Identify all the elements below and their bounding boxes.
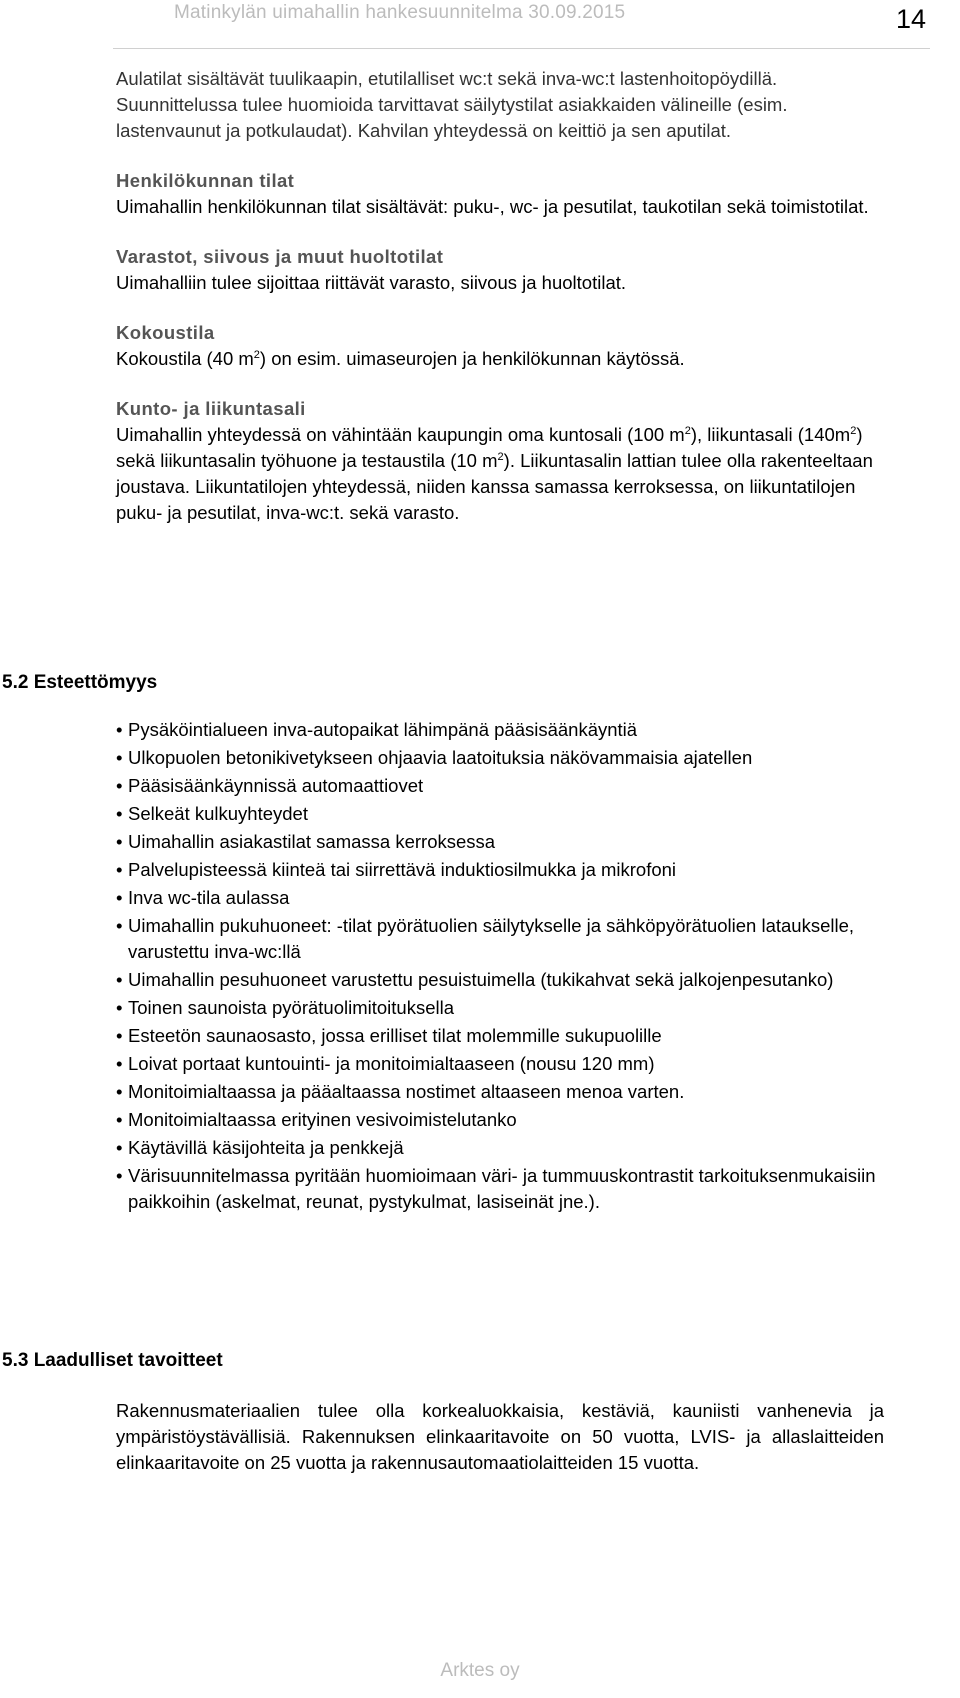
storage-heading: Varastot, siivous ja muut huoltotilat [116,246,444,267]
page-number: 14 [895,4,926,34]
quality-paragraph: Rakennusmateriaalien tulee olla korkealuokkaisia, kestäviä, kauniisti vanhenevia ja ympäristöystävällisiä. Rakennuksen elinkaaritavoite on 50 vuotta, LVIS- ja allaslaitteiden elinkaaritavoite on 25 vuotta ja rakennusautomaatiolaitteiden 15 vuotta. [116,1400,884,1473]
list-item [116,857,884,883]
meeting-heading: Kokoustila [116,322,215,343]
page-content [116,66,886,526]
bullet-icon: • [116,859,123,880]
list-item [116,913,884,965]
list-item [116,1023,884,1049]
list-item [116,1079,884,1105]
bullet-icon: • [116,1109,123,1130]
bullet-icon: • [116,997,123,1018]
list-item-text: Inva wc-tila aulassa [128,887,290,908]
header-rule [113,48,930,49]
list-item [116,885,884,911]
list-item-text: Käytävillä käsijohteita ja penkkejä [128,1137,404,1158]
list-item-text: Pääsisäänkäynnissä automaattiovet [128,775,424,796]
accessibility-list [116,717,884,1217]
list-item-text: Pysäköintialueen inva-autopaikat lähimpänä pääsisäänkäyntiä [128,719,638,740]
list-item-text: Toinen saunoista pyörätuolimitoituksella [128,997,454,1018]
bullet-icon: • [116,1165,123,1186]
staff-section [116,168,886,220]
list-item [116,1051,884,1077]
staff-heading: Henkilökunnan tilat [116,170,295,191]
fitness-text: Uimahallin yhteydessä on vähintään kaupungin oma kuntosali (100 $m^2$), liikuntasali $(140m^2)$ sekä liikuntasalin työhuone ja testaustila (10 $m^2$). Liikuntasalin lattian tulee olla rakenteeltaan joustava. Liikuntatilojen yhteydessä, niiden kanssa samassa kerroksessa, on liikuntatilojen puku- ja pesutilat, inva-wc:t. sekä varasto. [116,424,873,523]
bullet-icon: • [116,969,123,990]
list-item [116,995,884,1021]
bullet-icon: • [116,887,123,908]
storage-section [116,244,886,296]
list-item [116,1163,884,1215]
accessibility-heading: 5.2 Esteettömyys [2,672,158,693]
bullet-icon: • [116,1137,123,1158]
lobby-paragraph: Aulatilat sisältävät tuulikaapin, etutilalliset wc:t sekä inva-wc:t lastenhoitopöydillä. Suunnittelussa tulee huomioida tarvittavat säilytystilat asiakkaiden välineille (esim. lastenvaunut ja potkulaudat). Kahvilan yhteydessä on keittiö ja sen aputilat. [116,68,788,141]
staff-text: Uimahallin henkilökunnan tilat sisältävät: puku-, wc- ja pesutilat, taukotilan sekä toimistotilat. [116,196,869,217]
list-item [116,717,884,743]
meeting-text: Kokoustila (40 $m^2$) on esim. uimaseurojen ja henkilökunnan käytössä. [116,348,685,369]
fitness-section [116,396,886,526]
bullet-icon: • [116,915,123,936]
list-item [116,801,884,827]
list-item [116,773,884,799]
bullet-icon: • [116,719,123,740]
page-header-title: Matinkylän uimahallin hankesuunnitelma 30.09.2015 [174,2,626,23]
list-item-text: Monitoimialtaassa ja pääaltaassa nostimet altaaseen menoa varten. [128,1081,685,1102]
list-item-text: Loivat portaat kuntouinti- ja monitoimialtaaseen (nousu 120 mm) [128,1053,655,1074]
list-item [116,1107,884,1133]
list-item-text: Uimahallin asiakastilat samassa kerroksessa [128,831,496,852]
list-item-text: Värisuunnitelmassa pyritään huomioimaan väri- ja tummuuskontrastit tarkoituksenmukaisiin paikkoihin (askelmat, reunat, pystykulmat, lasiseinät jne.). [128,1165,876,1212]
bullet-icon: • [116,1053,123,1074]
list-item [116,1135,884,1161]
list-item-text: Uimahallin pukuhuoneet: -tilat pyörätuolien säilytykselle ja sähköpyörätuolien lataukselle, varustettu inva-wc:llä [128,915,855,962]
list-item-text: Uimahallin pesuhuoneet varustettu pesuistuimella (tukikahvat sekä jalkojenpesutanko) [128,969,834,990]
page-footer: Arktes oy [440,1660,520,1681]
list-item [116,829,884,855]
fitness-heading: Kunto- ja liikuntasali [116,398,306,419]
list-item [116,967,884,993]
list-item-text: Monitoimialtaassa erityinen vesivoimistelutanko [128,1109,517,1130]
bullet-icon: • [116,1081,123,1102]
meeting-section [116,320,886,372]
bullet-icon: • [116,775,123,796]
list-item-text: Ulkopuolen betonikivetykseen ohjaavia laatoituksia näkövammaisia ajatellen [128,747,753,768]
list-item-text: Selkeät kulkuyhteydet [128,803,308,824]
list-item-text: Esteetön saunaosasto, jossa erilliset tilat molemmille sukupuolille [128,1025,662,1046]
bullet-icon: • [116,747,123,768]
storage-text: Uimahalliin tulee sijoittaa riittävät varasto, siivous ja huoltotilat. [116,272,627,293]
bullet-icon: • [116,803,123,824]
bullet-icon: • [116,831,123,852]
bullet-icon: • [116,1025,123,1046]
quality-heading: 5.3 Laadulliset tavoitteet [2,1350,223,1371]
list-item [116,745,884,771]
list-item-text: Palvelupisteessä kiinteä tai siirrettävä induktiosilmukka ja mikrofoni [128,859,677,880]
